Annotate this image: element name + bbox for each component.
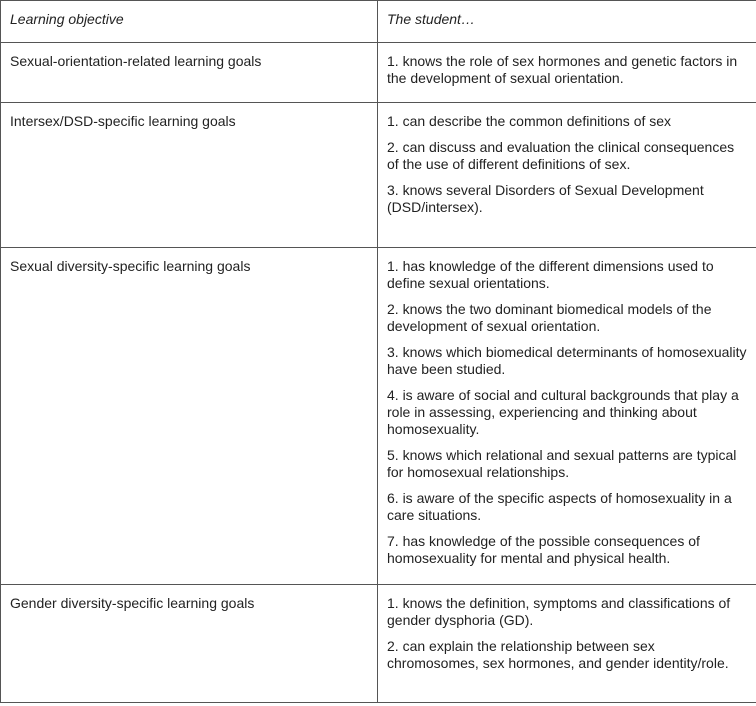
goal-item: 7. has knowledge of the possible consequences of homosexuality for mental and physical health. — [387, 533, 700, 566]
goal-item: 1. can describe the common definitions of sex — [387, 113, 672, 129]
goal-item: 1. knows the definition, symptoms and classifications of gender dysphoria (GD). — [387, 595, 731, 628]
goals-cell — [378, 103, 756, 248]
goal-item: 2. can discuss and evaluation the clinical consequences of the use of different definitions of sex. — [387, 139, 735, 172]
table-row — [1, 585, 756, 703]
goal-item: 2. knows the two dominant biomedical models of the development of sexual orientation. — [387, 301, 712, 334]
goals-cell — [378, 585, 756, 703]
goal-item: 3. knows several Disorders of Sexual Development (DSD/intersex). — [387, 182, 704, 215]
goal-item: 1. knows the role of sex hormones and genetic factors in the development of sexual orientation. — [387, 53, 738, 86]
table-row — [1, 43, 756, 103]
header-the-student: The student… — [378, 1, 756, 43]
table-row — [1, 248, 756, 585]
goal-item: 1. has knowledge of the different dimensions used to define sexual orientations. — [387, 258, 714, 291]
objective-gender-diversity: Gender diversity-specific learning goals — [1, 585, 378, 703]
goal-item: 5. knows which relational and sexual patterns are typical for homosexual relationships. — [387, 447, 737, 480]
objective-intersex-dsd: Intersex/DSD-specific learning goals — [1, 103, 378, 248]
goal-item: 2. can explain the relationship between sex chromosomes, sex hormones, and gender identity/role. — [387, 638, 729, 671]
objective-sexual-orientation: Sexual-orientation-related learning goals — [1, 43, 378, 103]
goals-cell — [378, 248, 756, 585]
header-learning-objective: Learning objective — [1, 1, 378, 43]
goal-item: 3. knows which biomedical determinants of homosexuality have been studied. — [387, 344, 747, 377]
goal-item: 4. is aware of social and cultural backgrounds that play a role in assessing, experiencing and thinking about homosexuality. — [387, 387, 739, 437]
goal-item: 6. is aware of the specific aspects of homosexuality in a care situations. — [387, 490, 732, 523]
table-row — [1, 103, 756, 248]
table-header-row — [1, 1, 756, 43]
goals-cell — [378, 43, 756, 103]
objective-sexual-diversity: Sexual diversity-specific learning goals — [1, 248, 378, 585]
